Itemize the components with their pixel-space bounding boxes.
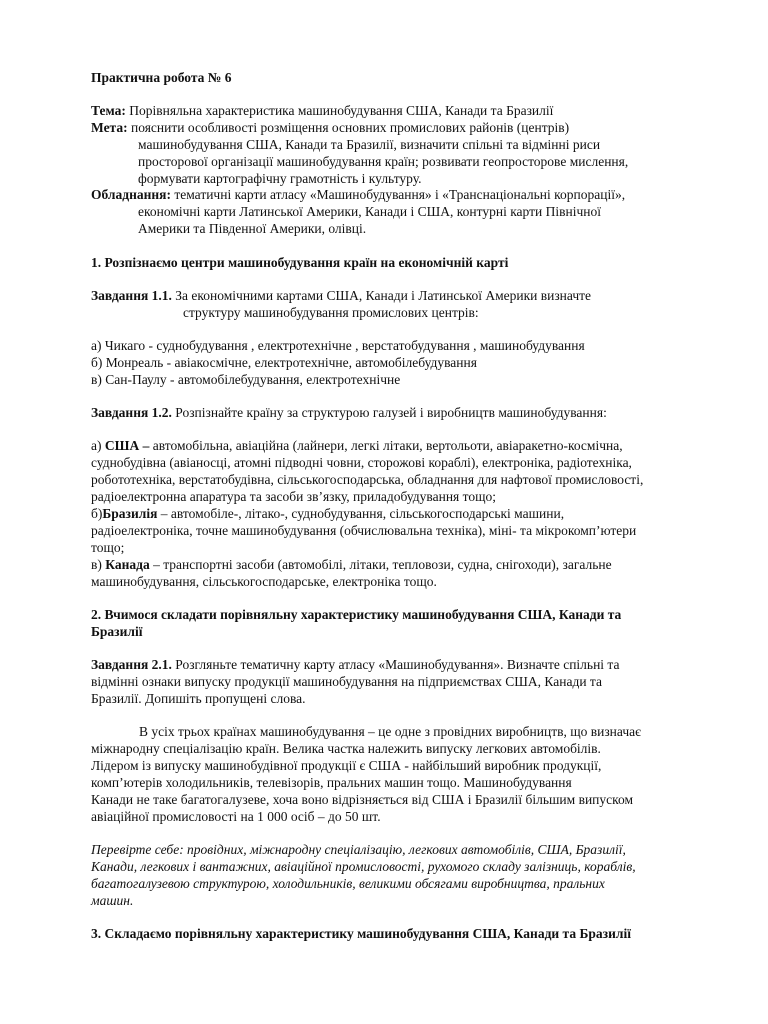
task-1-2-label: Завдання 1.2. [91,405,172,420]
paragraph-line-4: комп’ютерів холодильників, телевізорів, пральних машин тощо. Машинобудування [91,775,572,790]
equipment-text: тематичні карти атласу «Машинобудування» і «Транснаціональні корпорації», [174,187,626,202]
brazil-country: Бразилія [102,506,158,521]
usa-country: США – [104,438,150,453]
brazil-line-2: радіоелектроніка, точне машинобудування (обчислювальна техніка), міні- та мікрокомп’ютери [91,523,637,538]
theme-line [91,102,553,119]
brazil-line-3: тощо; [91,540,125,555]
brazil-line-1: б)Бразилія – автомобіле-, літако-, суднобудування, сільськогосподарські машини, [91,506,565,521]
equipment-line-1 [91,186,625,203]
check-line-2: Канади, легкових і вантажних, авіаційної промисловості, рухомого складу залізниць, кораблів, [91,859,636,874]
canada-line-1: в) Канада – транспортні засоби (автомобілі, літаки, тепловози, судна, снігоходи), загальне [91,557,612,572]
usa-line-3: робототехніка, верстатобудівна, сільськогосподарська, обладнання для нафтової промисловості, [91,472,644,487]
section-2-heading-line-1: 2. Вчимося складати порівняльну характеристику машинобудування США, Канади та [91,607,622,622]
goal-line-2: машинобудування США, Канади та Бразилії, визначити спільні та відмінні риси [138,137,601,152]
paragraph-line-6: авіаційної промисловості на 1 000 осіб – до 50 шт. [91,809,381,824]
goal-line-1 [91,119,569,136]
canada-line-2: машинобудування, сільськогосподарське, електроніка тощо. [91,574,437,589]
paragraph-line-3: Лідером із випуску машинобудівної продукції є США - найбільший виробник продукції, [91,758,602,773]
section-3-heading: 3. Складаємо порівняльну характеристику машинобудування США, Канади та Бразилії [91,926,631,941]
usa-line-4: радіоелектронна апаратура та засоби зв’язку, приладобудування тощо; [91,489,497,504]
goal-line-3: просторової організації машинобудування країн; розвивати геопросторове мислення, [138,154,629,169]
task-2-1-label: Завдання 2.1. [91,657,172,672]
equipment-label: Обладнання: [91,187,171,202]
document-title: Практична робота № 6 [91,70,232,85]
task-2-1-line-1: Завдання 2.1. Розгляньте тематичну карту атласу «Машинобудування». Визначте спільні та [91,657,620,672]
task-1-1-line-1: Завдання 1.1. За економічними картами США, Канади і Латинської Америки визначте [91,288,592,303]
equipment-line-2: економічні карти Латинської Америки, Канади і США, контурні карти Північної [138,204,601,219]
check-line-1: Перевірте себе: провідних, міжнародну спеціалізацію, легкових автомобілів, США, Бразилії, [91,842,626,857]
check-line-3: багатогалузевою структурою, холодильників, великими обсягами виробництва, пральних [91,876,605,891]
theme-label: Тема: [91,103,126,118]
canada-country: Канада [105,557,150,572]
task-2-1-line-3: Бразилії. Допишіть пропущені слова. [91,691,306,706]
goal-line-4: формувати картографічну грамотність і культуру. [138,171,422,186]
task-1-2-line: Завдання 1.2. Розпізнайте країну за структурою галузей і виробництв машинобудування: [91,405,607,420]
usa-line-2: суднобудівна (авіаносці, атомні підводні човни, сторожові кораблі), електроніка, радіотехніка, [91,455,632,470]
answer-sao-paulo: в) Сан-Паулу - автомобілебудування, електротехнічне [91,372,401,387]
task-1-1-line-2: структуру машинобудування промислових центрів: [183,305,479,320]
paragraph-line-5: Канади не таке багатогалузеве, хоча воно відрізняється від США і Бразилії більшим випуском [91,792,634,807]
section-1-heading: 1. Розпізнаємо центри машинобудування країн на економічній карті [91,255,509,270]
paragraph-line-2: міжнародну спеціалізацію країн. Велика частка належить випуску легкових автомобілів. [91,741,601,756]
answer-montreal: б) Монреаль - авіакосмічне, електротехнічне, автомобілебудування [91,355,477,370]
theme-text: Порівняльна характеристика машинобудування США, Канади та Бразилії [129,103,554,118]
section-2-heading-line-2: Бразилії [91,624,143,639]
goal-label: Мета: [91,120,128,135]
paragraph-line-1: В усіх трьох країнах машинобудування – це одне з провідних виробництв, що визначає [139,724,641,739]
equipment-line-3: Америки та Південної Америки, олівці. [138,221,367,236]
task-1-1-label: Завдання 1.1. [91,288,172,303]
task-2-1-line-2: відмінні ознаки випуску продукції машинобудування на підприємствах США, Канади та [91,674,602,689]
check-line-4: машин. [91,893,134,908]
goal-text: пояснити особливості розміщення основних промислових районів (центрів) [130,120,570,135]
usa-line-1: а) США – автомобільна, авіаційна (лайнери, легкі літаки, вертольоти, авіаракетно-космічна, [91,438,623,453]
answer-chicago: а) Чикаго - суднобудування , електротехнічне , верстатобудування , машинобудування [91,338,585,353]
